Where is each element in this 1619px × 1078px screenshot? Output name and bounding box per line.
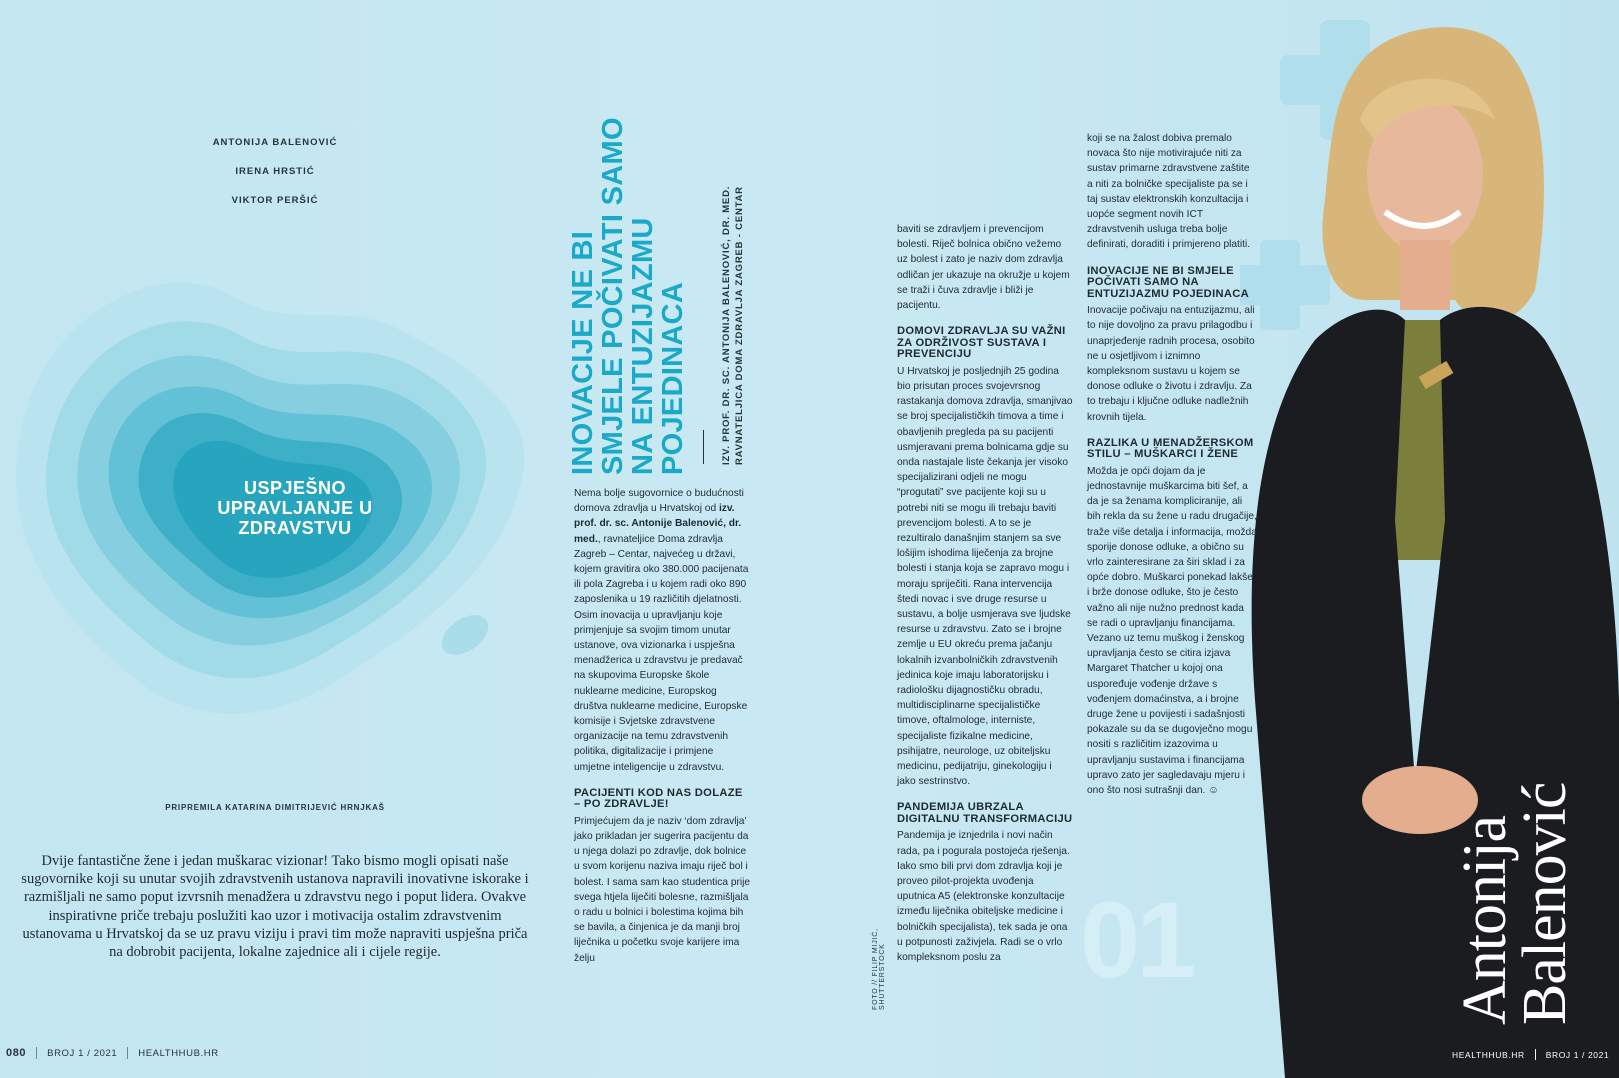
intro-paragraph: Dvije fantastične žene i jedan muškarac vizionar! Tako bismo mogli opisati naše sugovornike koji su unutar svojih zdravstvenih ustanova napravili inovativne iskorake i razmišljali ne samo poput izvrsnih menadžera u zdravstvu nego i poput lidera. Ovakve inspirativne priče trebaju poslužiti kao uzor i motivacija ostalim zdravstvenim ustanovama u Hrvatskoj da se uz pravu viziju i pravi tim može napraviti uspješna priča na dobrobit pacijenta, lokalne zajednice ali i cijele regije. — [21, 853, 529, 961]
footer-right — [1452, 1049, 1609, 1060]
article-title: INOVACIJE NE BI SMJELE POČIVATI SAMO NA ENTUZIJAZMU POJEDINACA — [567, 117, 689, 475]
page-number: 080 — [6, 1047, 27, 1059]
text-column-1 — [574, 486, 752, 966]
site-label: HEALTHHUB.HR — [138, 1047, 219, 1059]
issue-label: BROJ 1 / 2021 — [47, 1047, 118, 1059]
article-subtitle: IZV. PROF. DR. SC. ANTONIJA BALENOVIĆ, DR. MED. RAVNATELJICA DOMA ZDRAVLJA ZAGREB - CENTAR — [721, 185, 745, 465]
author-list — [175, 128, 375, 215]
paragraph: Pandemija je iznjedrila i novi način rada, pa i pogurala postojeća rješenja. Iako smo bili prvi dom zdravlja koji je proveo pilot-projekta uvođenja uputnica A5 (elektronske konzultacije između liječnika obiteljske medicine i bolničkih specijalista), tek sada je ona u potpunosti zaživjela. Radi se o vrlo kompleksnom poslu za — [897, 830, 1070, 964]
section-heading: RAZLIKA U MENADŽERSKOM STILU – MUŠKARCI I ŽENE — [1087, 436, 1254, 461]
section-heading: INOVACIJE NE BI SMJELE POČIVATI SAMO NA ENTUZIJAZMU POJEDINACA — [1087, 264, 1249, 300]
paragraph: Primjećujem da je naziv ‘dom zdravlja’ jako prikladan jer sugerira pacijentu da u njega dolazi po zdravlje, dok bolnice u svom korijenu naziva imaju riječ bol i bolest. I sama sam kao studentica prije svega htjela liječiti bolesne, razmišljala o radu u bolnici i bolestima kojima bih se bavila, a činjenica je da manji broj liječnika u početku svoje karijere ima želju — [574, 815, 751, 964]
divider — [127, 1047, 128, 1059]
divider — [36, 1047, 37, 1059]
issue-label: BROJ 1 / 2021 — [1545, 1049, 1610, 1060]
small-blob — [435, 607, 496, 663]
signature-name: Antonija Balenović — [1451, 782, 1579, 1025]
title-rule — [703, 430, 704, 464]
big-number: 01 — [1080, 879, 1193, 1000]
section-heading: PANDEMIJA UBRZALA DIGITALNU TRANSFORMACIJU — [897, 801, 1073, 825]
neck — [1400, 240, 1450, 310]
section-heading: PACIJENTI KOD NAS DOLAZE – PO ZDRAVLJE! — [574, 786, 743, 811]
text-column-3 — [1087, 131, 1257, 798]
paragraph: Možda je opći dojam da je jednostavnije muškarcima biti šef, a da je sa ženama kompliciranije, ali bih rekla da su žene u radu drugačije, traže više detalja i informacija, možda sporije donose odluke, a obično su vrlo zainteresirane za širi sklad i za opće dobro. Muškarci ponekad lakše i brže donose odluke, što je često važno ali nije nužno prednost kada se radi o upravljanju financijama. Vezano uz temu muškog i ženskog upravljanja često se citira izjava Margaret Thatcher u kojoj ona uspoređuje vođenje države s vođenjem domaćinstva, a i brojne druge žene u povijesti i sadašnjosti pokazale su da se dugovječno mogu nositi s različitim izazovima u upravljanju sustavima i financijama upravo zato jer sagledavaju mjeru i ono što nosi sutrašnji dan. ☺ — [1087, 465, 1257, 797]
paragraph: Nema bolje sugovornice o budućnosti domova zdravlja u Hrvatskoj od izv. prof. dr. sc. Antonije Balenović, dr. med., ravnateljice Doma zdravlja Zagreb – Centar, najvećeg u državi, kojem gravitira oko 380.000 pacijenata ili pola Zagreba i u kojem radi oko 890 zaposlenika u 19 različitih djelatnosti. Osim inovacija u upravljanju koje primjenjuje sa svojim timom unutar ustanove, ova vizionarka i uspješna menadžerica u zdravstvu je predavač na skupovima Europske škole nuklearne medicine, Europskog društva nuklearne medicine, Europske komisije i Svjetske zdravstvene organizacije na temu zdravstvenih politika, digitalizacije i primjene umjetne inteligencije u zdravstvu. — [574, 488, 749, 773]
divider — [1535, 1049, 1536, 1060]
author-name: VIKTOR PERŠIĆ — [231, 195, 319, 206]
heart-title: USPJEŠNO UPRAVLJANJE U ZDRAVSTVU — [217, 478, 373, 538]
author-name: ANTONIJA BALENOVIĆ — [212, 137, 338, 148]
prepared-by-credit: PRIPREMILA KATARINA DIMITRIJEVIĆ HRNJKAŠ — [165, 803, 385, 812]
site-label: HEALTHHUB.HR — [1452, 1049, 1525, 1060]
photo-credit: FOTO // FILIP MIJIĆ, SHUTTERSTOCK — [872, 928, 886, 1010]
footer-left — [6, 1047, 219, 1059]
text-column-2 — [897, 222, 1073, 965]
paragraph: koji se na žalost dobiva premalo novaca što nije motivirajuće niti za sustav primarne zdravstvene zaštite a niti za bolničke specijaliste pa se i taj sustav elektronskih konzultacija i uopće segment novih ICT zdravstvenih usluga treba bolje definirati, doraditi i primjereno platiti. — [1087, 133, 1251, 251]
paragraph: Inovacije počivaju na entuzijazmu, ali to nije dovoljno za pravu prilagodbu i unaprjeđenje radnih procesa, osobito ne u osjetljivom i iznimno kompleksnom sustavu u kojem se donose odluke o životu i zdravlju. Za to trebaju i ključne odluke nadležnih krovnih tijela. — [1087, 305, 1255, 423]
author-name: IRENA HRSTIĆ — [235, 166, 315, 177]
paragraph: baviti se zdravljem i prevencijom bolesti. Riječ bolnica obično vežemo uz bolest i zato je naziv dom zdravlja odličan jer ukazuje na okružje u kojem se traži i čuva zdravlje i bliži je pacijentu. — [897, 224, 1070, 312]
section-heading: DOMOVI ZDRAVLJA SU VAŽNI ZA ODRŽIVOST SUSTAVA I PREVENCIJU — [897, 325, 1066, 361]
paragraph: U Hrvatskoj je posljednjih 25 godina bio prisutan proces svojevrsnog rastakanja domova zdravlja, smanjivao se broj specijalističkih timova a time i obavljenih pregleda pa su pacijenti usmjeravani prema bolnicama gdje su onda nastajale liste čekanja jer visoko specijalizirani odjeli ne mogu “progutati” sve pacijente koji su u potrebi niti se mogu ili trebaju baviti prevencijom bolesti. A to se je rezultiralo današnjim stanjem sa sve lošijim ishodima liječenja za brojne bolesti i stanja koja se zapravo mogu i moraju spriječiti. Rana intervencija štedi novac i sve druge resurse u sustavu, a bolje usmjerava sve ljudske resurse u zdravstvu. Zato se i brojne zemlje u EU okreću prema jačanju lokalnih izvanbolničkih zdravstvenih jedinica koje imaju laboratorijsku i radiološku dijagnostičku obradu, multidisciplinarne specijalističke timove, oftalmologe, interniste, specijaliste fizikalne medicine, psihijatre, neurologe, uz obiteljsku medicinu, pedijatriju, ginekologiju i jako sestrinstvo. — [897, 365, 1073, 788]
